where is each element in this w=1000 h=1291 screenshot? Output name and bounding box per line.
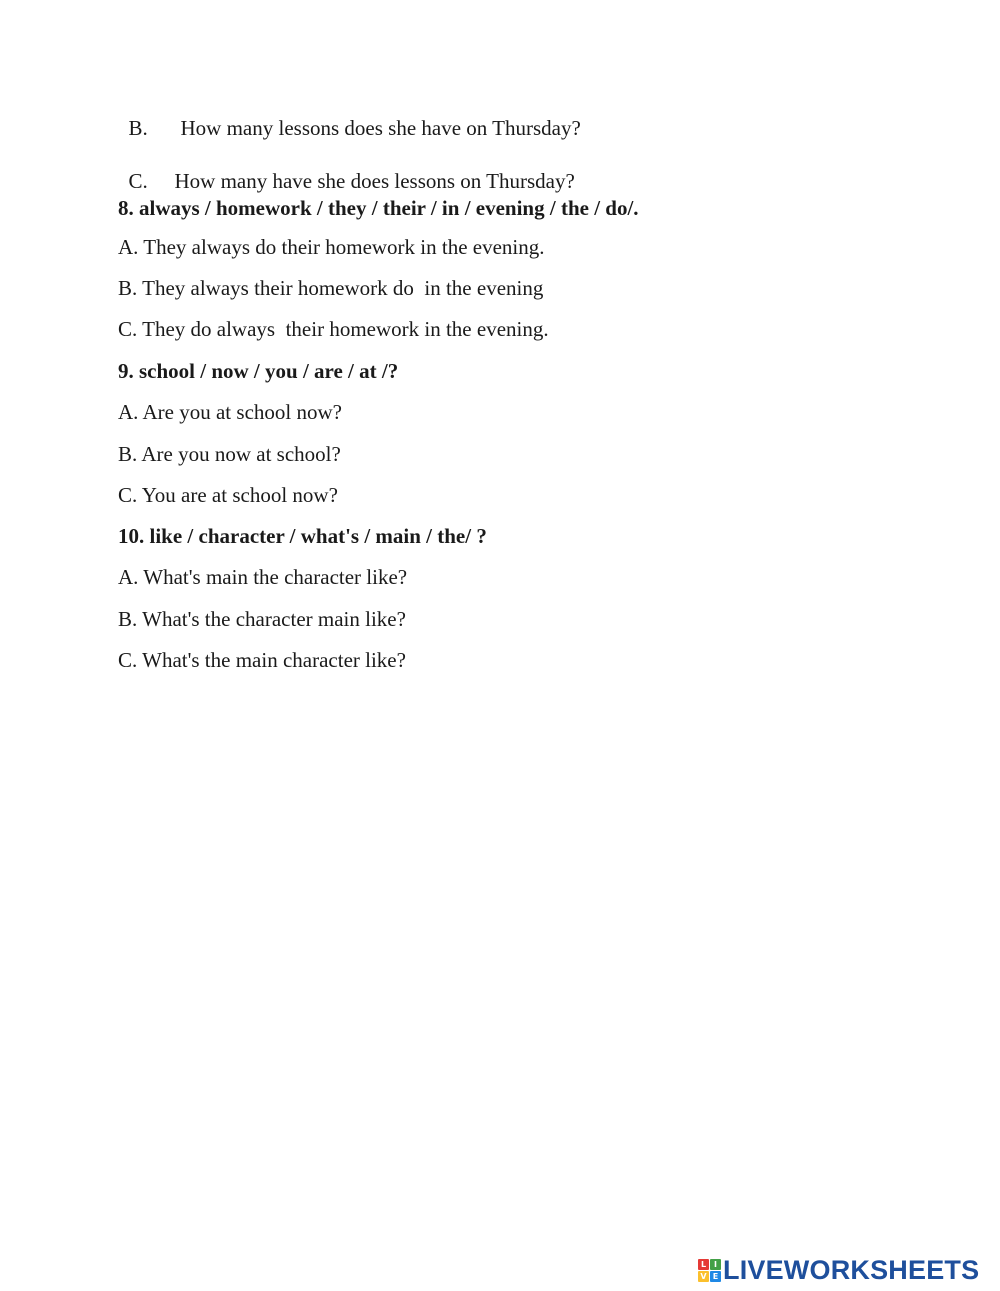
question-8-prompt: 8. always / homework / they / their / in / evening / the / do/. bbox=[118, 196, 639, 220]
question-9-option-c: C. You are at school now? bbox=[118, 483, 338, 507]
logo-block: I bbox=[710, 1259, 721, 1270]
logo-block: L bbox=[698, 1259, 709, 1270]
option-letter: C. bbox=[128, 169, 148, 193]
option-letter: B. bbox=[128, 116, 148, 140]
logo-block: V bbox=[698, 1271, 709, 1282]
question-9-option-a: A. Are you at school now? bbox=[118, 400, 342, 424]
option-text: How many lessons does she have on Thursday? bbox=[180, 116, 581, 140]
question-10-option-a: A. What's main the character like? bbox=[118, 565, 408, 589]
logo-blocks-icon bbox=[698, 1259, 721, 1282]
option-7c bbox=[118, 142, 575, 194]
option-7b bbox=[118, 89, 581, 141]
question-10-option-c: C. What's the main character like? bbox=[118, 648, 406, 672]
question-9-option-b: B. Are you now at school? bbox=[118, 442, 341, 466]
question-9-prompt: 9. school / now / you / are / at /? bbox=[118, 359, 399, 383]
liveworksheets-logo bbox=[698, 1254, 979, 1286]
question-8-option-a: A. They always do their homework in the evening. bbox=[118, 235, 545, 259]
question-8-option-b: B. They always their homework do in the evening bbox=[118, 276, 544, 300]
logo-text: LIVEWORKSHEETS bbox=[723, 1254, 980, 1285]
logo-block: E bbox=[710, 1271, 721, 1282]
question-10-option-b: B. What's the character main like? bbox=[118, 607, 406, 631]
option-text: How many have she does lessons on Thursday? bbox=[174, 169, 575, 193]
question-10-prompt: 10. like / character / what's / main / the/ ? bbox=[118, 524, 487, 548]
question-8-option-c: C. They do always their homework in the evening. bbox=[118, 317, 549, 341]
